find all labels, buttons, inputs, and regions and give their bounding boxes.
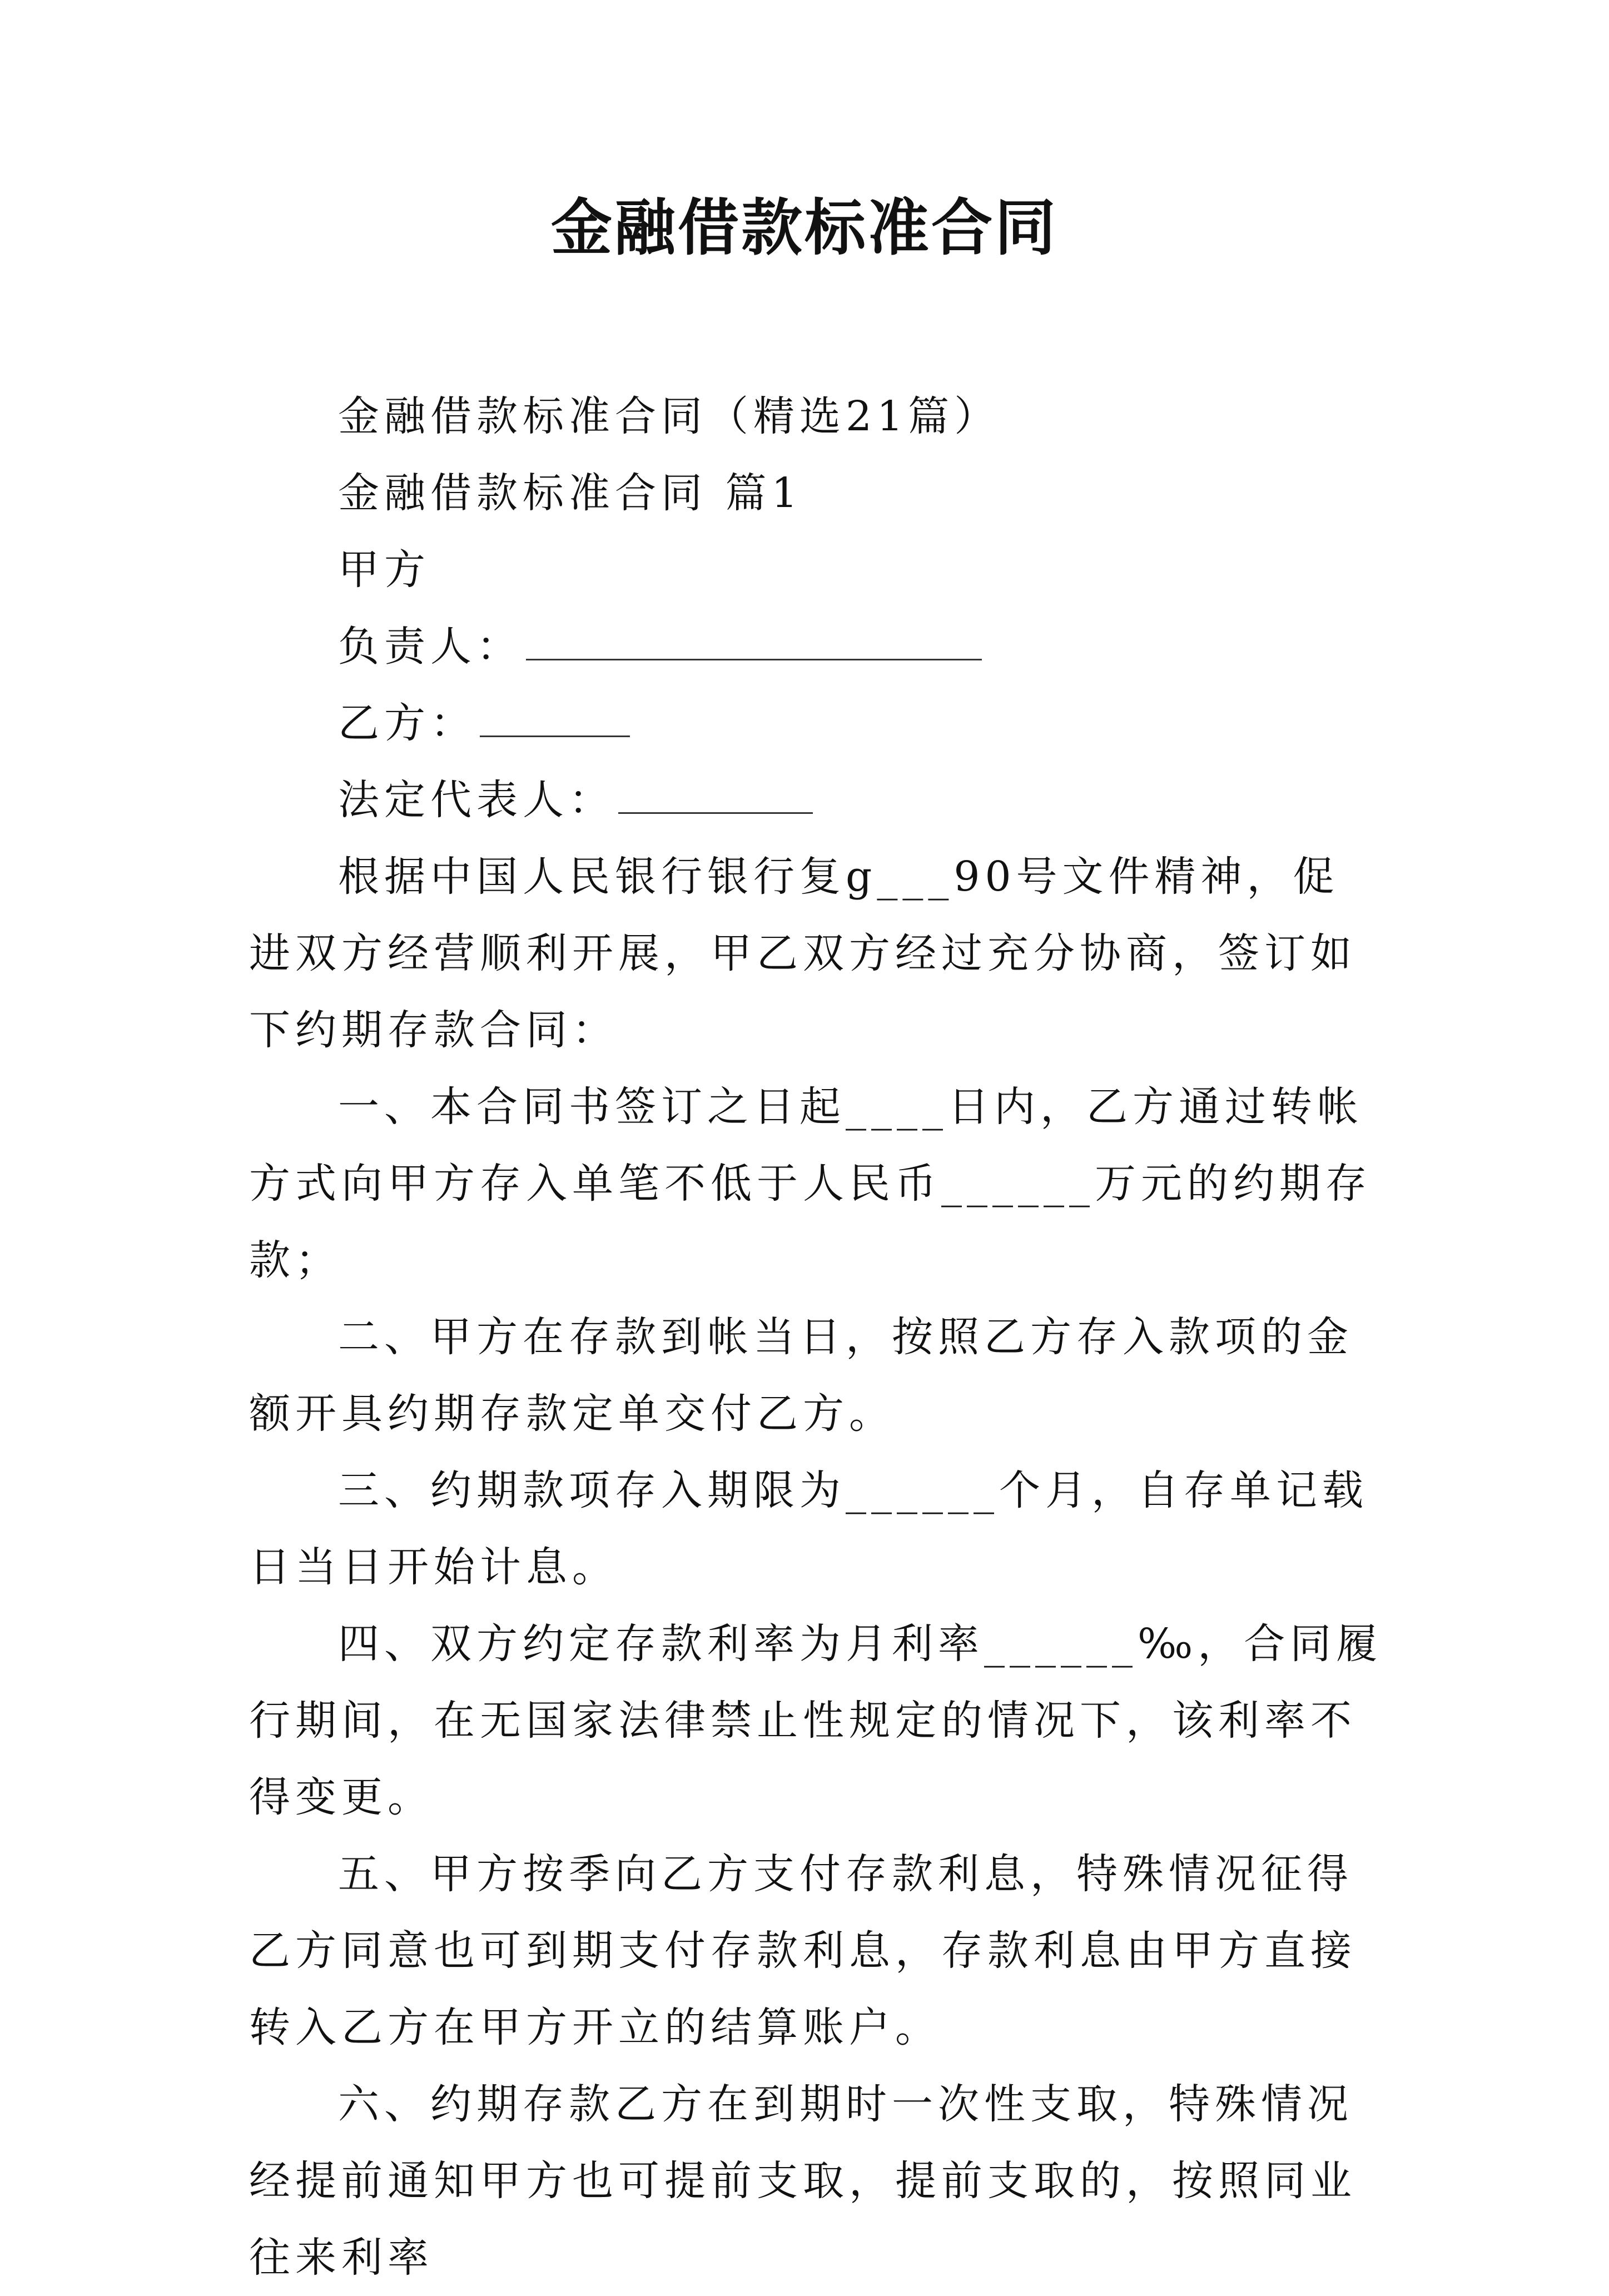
responsible-line <box>249 608 1383 685</box>
party-b-label: 乙方： <box>338 699 476 747</box>
document-title: 金融借款标准合同 <box>551 192 1058 264</box>
document-subtitle: 金融借款标准合同（精选21篇） <box>338 392 1001 440</box>
party-a-label: 甲方 <box>338 546 430 594</box>
responsible-label: 负责人： <box>338 623 523 670</box>
legal-rep-line <box>249 762 1383 838</box>
document-body <box>249 378 1383 2296</box>
party-b-line <box>249 685 1383 762</box>
responsible-blank <box>526 625 982 660</box>
paragraph-clause-6: 六、约期存款乙方在到期时一次性支取，特殊情况经提前通知甲方也可提前支取，提前支取的，按照同业往来利率 <box>249 2080 1357 2282</box>
paragraph-clause-2: 二、甲方在存款到帐当日，按照乙方存入款项的金额开具约期存款定单交付乙方。 <box>249 1313 1353 1438</box>
paragraph-preamble: 根据中国人民银行银行复g___90号文件精神，促进双方经营顺利开展，甲乙双方经过充分协商，签订如下约期存款合同： <box>249 853 1357 1054</box>
section-heading: 金融借款标准合同 篇1 <box>338 469 803 517</box>
legal-rep-label: 法定代表人： <box>338 776 615 824</box>
paragraph-clause-3: 三、约期款项存入期限为______个月，自存单记载日当日开始计息。 <box>249 1467 1368 1591</box>
paragraph-clause-4: 四、双方约定存款利率为月利率______‰，合同履行期间，在无国家法律禁止性规定的情况下，该利率不得变更。 <box>249 1620 1383 1821</box>
party-b-blank <box>480 702 630 737</box>
legal-rep-blank <box>618 779 813 814</box>
paragraph-clause-1: 一、本合同书签订之日起____日内，乙方通过转帐方式向甲方存入单笔不低于人民币______万元的约期存款； <box>249 1083 1372 1284</box>
paragraph-clause-5: 五、甲方按季向乙方支付存款利息，特殊情况征得乙方同意也可到期支付存款利息，存款利息由甲方直接转入乙方在甲方开立的结算账户。 <box>249 1850 1357 2051</box>
